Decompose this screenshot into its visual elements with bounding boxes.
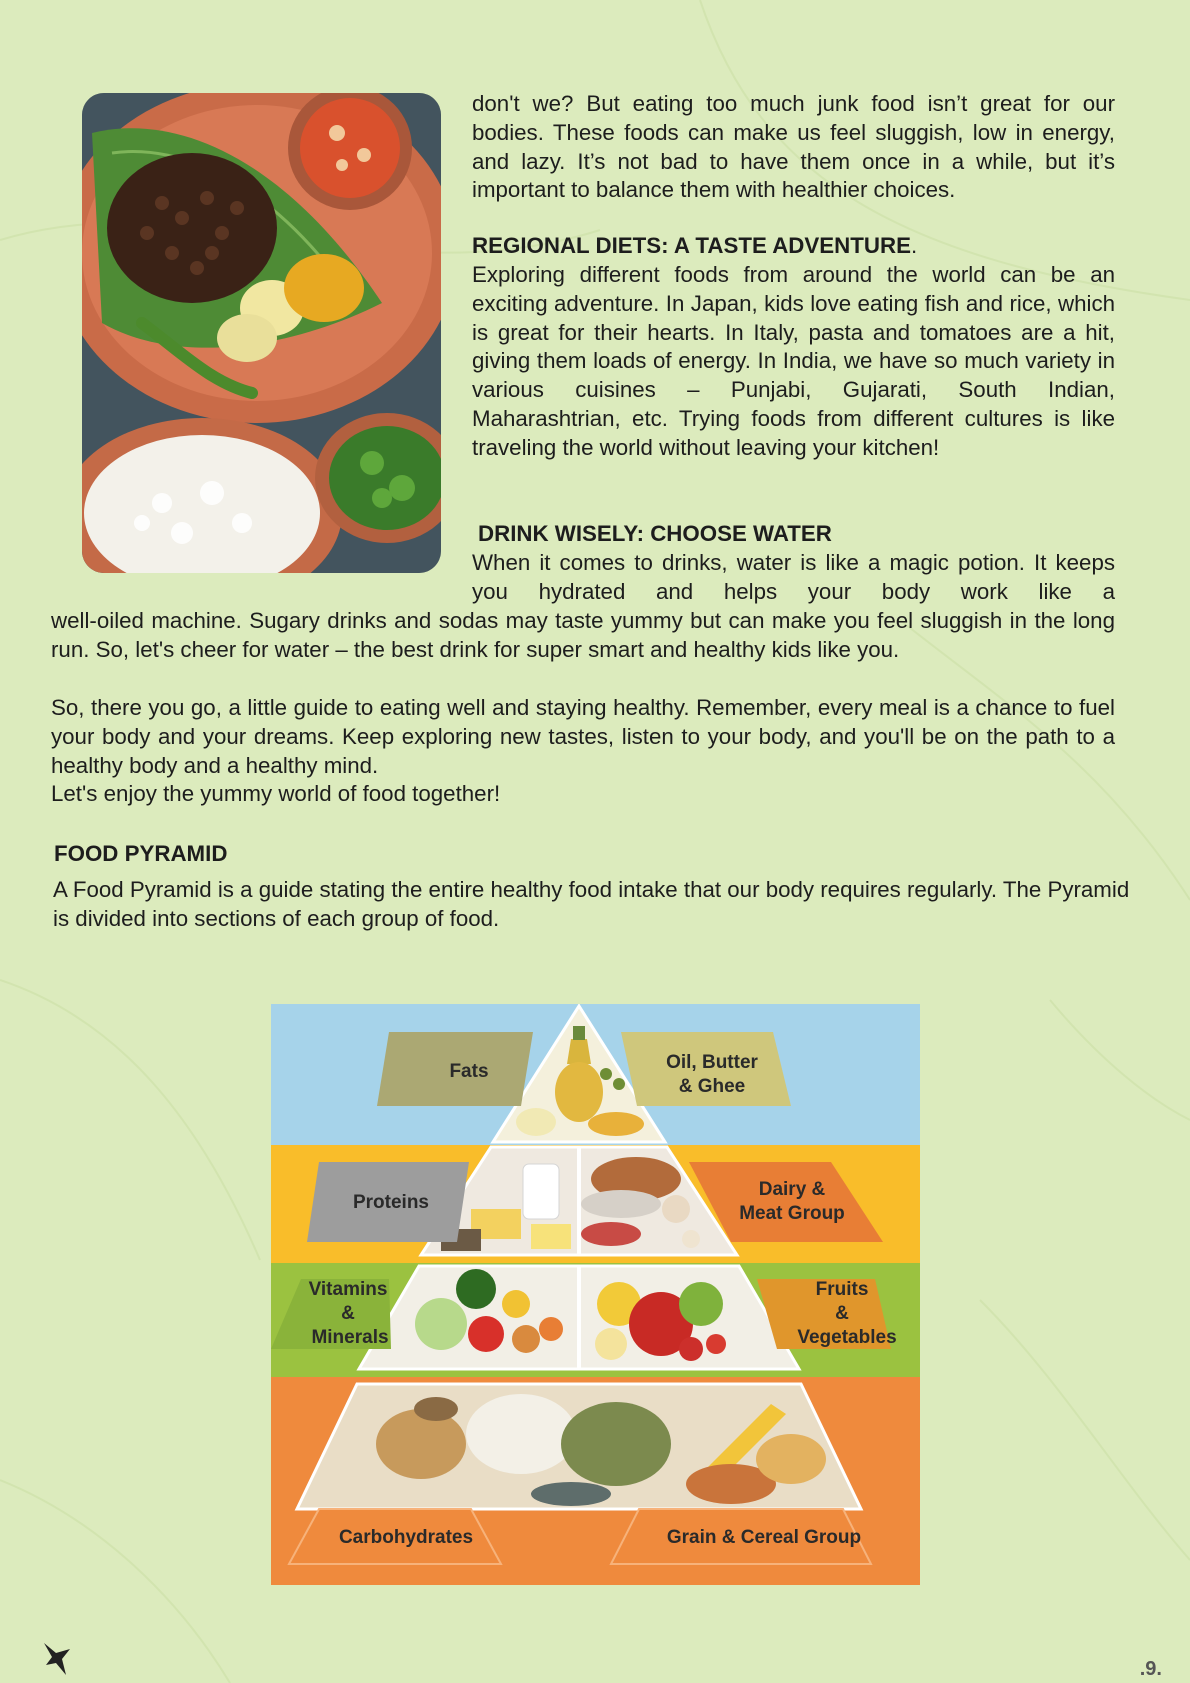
closing-paragraph: So, there you go, a little guide to eating well and staying healthy. Remember, every meal is a chance to fuel your body and your dreams. Keep exploring new tastes, listen to your body, and you'll be on the path to a healthy body and a healthy mind.	[51, 695, 1115, 778]
drink-wisely-paragraph-2: well-oiled machine. Sugary drinks and sodas may taste yummy but can make you feel sluggish in the long run. So, let's cheer for water – the best drink for super smart and healthy kids like you.	[51, 608, 1115, 662]
regional-diets-paragraph: Exploring different foods from around the world can be an exciting adventure. In Japan, kids love eating fish and rice, which is great for their hearts. In Italy, pasta and tomatoes are a hit, giving them loads of energy. In India, we have so much variety in various cuisines – Punjabi, Gujarati, South Indian, Maharashtrian, etc. Trying foods from different cultures is like traveling the world without leaving your kitchen!	[472, 262, 1115, 460]
label-grain-cereal: Grain & Cereal Group	[666, 1527, 862, 1548]
label-fruits-line2: &	[835, 1303, 849, 1324]
intro-paragraph: don't we? But eating too much junk food isn’t great for our bodies. These foods can make us feel sluggish, low in energy, and lazy. It’s not bad to have them once in a while, but it’s important to balance them with healthier choices.	[472, 91, 1115, 203]
drink-wisely-heading: DRINK WISELY: CHOOSE WATER	[478, 521, 832, 546]
regional-diets-heading	[472, 232, 1115, 261]
food-pyramid-diagram	[271, 1004, 920, 1585]
page-number: .9.	[1139, 1658, 1162, 1680]
regional-diets-heading-suffix: .	[910, 233, 918, 258]
label-dairy-line2: Meat Group	[739, 1203, 845, 1224]
label-vitamins-line2: &	[341, 1303, 355, 1324]
label-oil-line1: Oil, Butter	[666, 1052, 758, 1073]
label-vitamins-line3: Minerals	[311, 1327, 389, 1348]
closing-last-line: Let's enjoy the yummy world of food together!	[51, 781, 501, 806]
bird-logo-icon	[42, 1641, 74, 1677]
label-oil-line2: & Ghee	[678, 1076, 746, 1097]
food-pyramid-paragraph: A Food Pyramid is a guide stating the entire healthy food intake that our body requires regularly. The Pyramid is divided into sections of each group of food.	[53, 877, 1130, 931]
indian-meal-photo	[82, 93, 441, 573]
label-proteins: Proteins	[352, 1192, 430, 1213]
label-fats: Fats	[449, 1061, 489, 1082]
regional-diets-heading-text: REGIONAL DIETS: A TASTE ADVENTURE	[472, 233, 911, 258]
label-carbohydrates: Carbohydrates	[338, 1527, 474, 1548]
drink-wisely-paragraph-1: When it comes to drinks, water is like a magic potion. It keeps you hydrated and helps your body work like a	[472, 550, 1115, 604]
label-fruits-line3: Vegetables	[797, 1327, 897, 1348]
food-pyramid-heading: FOOD PYRAMID	[54, 841, 228, 866]
label-dairy-line1: Dairy &	[758, 1179, 826, 1200]
label-vitamins-line1: Vitamins	[308, 1279, 388, 1300]
label-fruits-line1: Fruits	[815, 1279, 869, 1300]
